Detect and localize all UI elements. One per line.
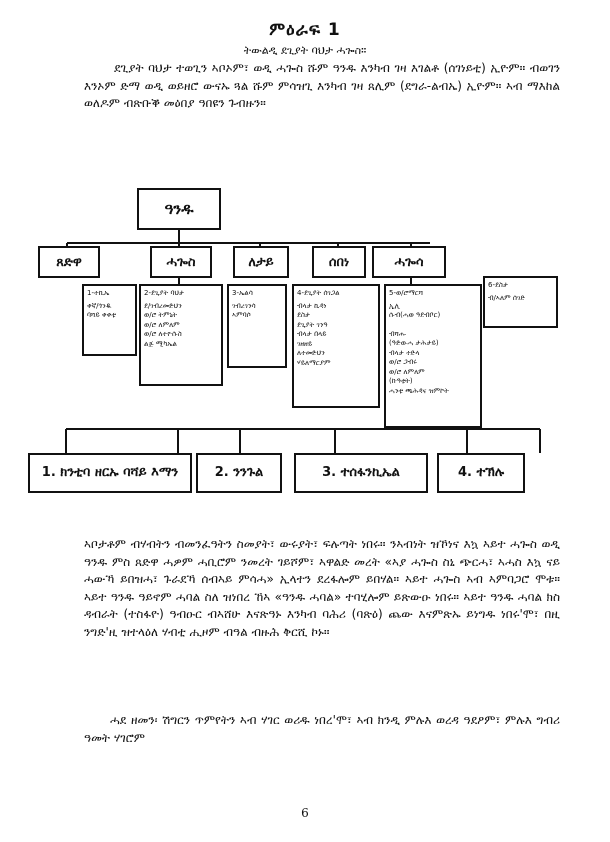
chapter-subtitle: ትውልዲ ደጊያት ባህታ ሓጐስ። [243, 44, 367, 57]
tree-detail-box [227, 284, 287, 368]
tree-child-label: ሓጐስ [166, 254, 196, 270]
chapter-title: ምዕራፍ 1 [269, 20, 341, 40]
detail-line: ደ/ገብረመድህን [144, 301, 182, 310]
body-paragraph: ኣቦታቶም ብሃብትን ብመንፈዓትን ስመያት፣ ውሩያት፣ ፍሉጣት ነበሩ። ንኣብነት ዝኾነና እኳ ኣይተ ሓጐስ ወዲ ዓንዱ ምስ ጸድዋ ሓዎም ሓቢሮም ንመረት ገይሾም፣ ኣዋልድ መረት «ኣያ ሓጐስ ስኒ ጭርሓ፣ ኣሓስ እኳ ናይ ሓውኻ ይበዝሓ፣ ጉራደኻ ሰብኣይ ምሳሓ» ኢላተን ደረፋሎም ይበሃል። ኣይተ ሓጐስ ኣብ ኣምባጋሮ ሞቱ። ኣይተ ዓንዱ ዓይኖም ሓባል ስለ ዝነበረ ኸኣ «ዓንዱ ሓባል» ተባሂሎም ይጽውዑ ነበሩ። ኣይተ ዓንዱ ሓባል ክስ ዳብራት (ተስፋዮ) ዓብዑር ብኣሸሁ እናጽዓኑ እንካብ ባሕሪ (ባጽዕ) ጨው እናምጽኡ ይነግዱ ነበሩ'ሞ፣ በዚ ንግድ'ዚ ዝተላዕለ ሃብቲ ሒዞም ብዓል ብዙሕ ቅርሺ ኮኑ። [84, 537, 560, 639]
detail-line: ሱብ(ሓወ ዓደብቦር) [389, 311, 441, 319]
detail-line: ወ/ሮ ትምኒት [144, 311, 177, 319]
page-number: 6 [301, 806, 309, 820]
detail-line: ኣምባሶ [232, 311, 251, 319]
detail-line: ቀኛ/ጎንዱ [87, 301, 112, 310]
detail-line: (ኩዓቲት) [389, 377, 413, 385]
tree-bottom-label: 3. ተሰፋንኪኤል [322, 465, 400, 480]
detail-line: ደስታ [297, 311, 311, 319]
detail-spacer [389, 321, 477, 330]
detail-line: ባሻይ ቀቀቲ [87, 311, 117, 319]
detail-line: ልጅ ሚካኤል [144, 339, 177, 348]
tree-bottom-label: 2. ንንጉል [214, 465, 264, 480]
detail-line: ገብረገንሳ [232, 301, 256, 310]
tree-detail-box [292, 284, 380, 408]
tree-child-box [233, 246, 289, 278]
detail-line: ወ/ሮ ለተዮሱስ [144, 330, 182, 338]
detail-line: ኢሊ [389, 301, 401, 310]
detail-line: (ዓድውሓ ታሕታይ) [389, 339, 439, 347]
tree-bottom-box [28, 453, 192, 493]
detail-title: 4-ደጊያት ሰገጋል [297, 289, 340, 297]
detail-line: ብላታ ኪዳነ [297, 301, 327, 310]
detail-line: ገዘዘይ [297, 339, 313, 348]
detail-line: ብላታ በላይ [297, 330, 327, 338]
tree-bottom-box [294, 453, 428, 493]
detail-line: ለተመድህን [297, 349, 325, 357]
detail-line: ወ/ሮ ለምለም [144, 320, 180, 329]
tree-detail-box [82, 284, 137, 356]
tree-detail-box [483, 276, 558, 328]
tree-bottom-label: 1. ክንቲባ ዘርኡ ባሻይ እማን [41, 465, 179, 480]
tree-child-box [312, 246, 366, 278]
intro-paragraph: ደጊያት ባህታ ተወጊን ኣቦኦም፣ ወዲ ሓጐስ ሹም ዓንዱ እንካብ ገዛ እገልቶ (ሰገነይቲ) ኢዮም። ብወገን እንኦም ድማ ወዲ ወይዘሮ ውናኡ ጓል ሹም ምሳዝጊ እንካብ ገዛ ጸሊም (ደግራ-ልብኤ) ኢዮም። ኣብ ማእከል ወለዶም ብጽቡቕ መዕበያ ዓበዩን ጉብዙን። [84, 61, 560, 110]
tree-bottom-box [196, 453, 282, 493]
detail-line: ሓንቲ ጫሕዳና ዝምኮት [389, 386, 449, 395]
tree-bottom-box [437, 453, 525, 493]
detail-line: ብ/ኣለም ሰገድ [488, 293, 526, 302]
detail-title: 3-ኤልሳ [232, 289, 253, 297]
tree-bottom-label: 4. ተኽሉ [457, 465, 505, 480]
detail-line: ብሻሑ [389, 329, 407, 338]
detail-line: ወ/ሮ ለምለም [389, 367, 425, 376]
detail-title: 6-ደስታ [488, 281, 509, 289]
detail-line: ወ/ሮ ጋብሩ [389, 358, 418, 366]
tree-child-box [372, 246, 446, 278]
tree-child-label: ጸድዋ [56, 254, 82, 270]
detail-line: ሃይለማርያም [297, 358, 331, 367]
tree-child-box [150, 246, 212, 278]
detail-line: ብላታ ተድላ [389, 348, 420, 357]
tree-detail-box [384, 284, 482, 428]
body-paragraph-2: ሓደ ዘመን፡ ሽግርን ጥምየትን ኣብ ሃገር ወሪዱ ነበረ'ሞ፣ ኣብ ክንዲ ምሉእ ወረዳ ዓደዖም፣ ምሉእ ግብሪ ዓመት ሃገሮም [84, 713, 560, 745]
detail-title: 1-ተኪኤ [87, 289, 110, 297]
detail-title: 5-ወ/ሮማርሻ [389, 289, 424, 297]
detail-title: 2-ደጊያት ባህታ [144, 289, 185, 297]
tree-root-label: ዓንዱ [164, 200, 194, 218]
tree-child-label: ሰበነ [328, 254, 350, 270]
tree-child-box [38, 246, 100, 278]
tree-root-box [137, 188, 221, 230]
detail-line: ደጊያት ገንዓ [297, 320, 328, 329]
tree-child-label: ለታይ [248, 254, 274, 270]
tree-child-label: ሓጐሳ [394, 254, 424, 270]
tree-detail-box [139, 284, 223, 386]
